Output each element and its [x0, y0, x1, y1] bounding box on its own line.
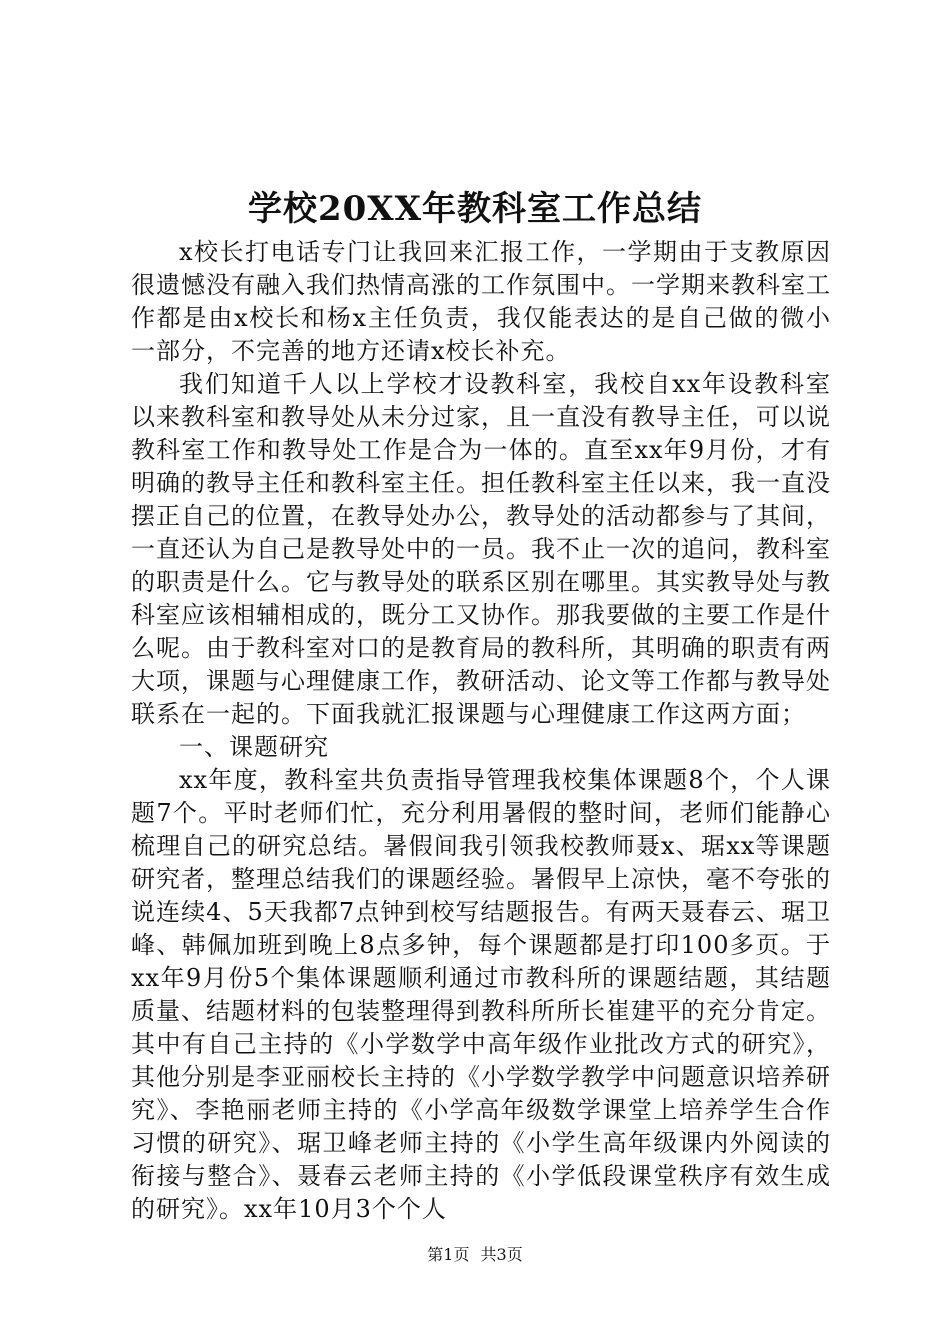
section-heading-research: 一、课题研究 [179, 733, 329, 761]
paragraph-background: 我们知道千人以上学校才设教科室，我校自xx年设教科室以来教科室和教导处从未分过家，且一直没有教导主任，可以说教科室工作和教导处工作是合为一体的。直至xx年9月份，才有明确的教导主任和教科室主任。担任教科室主任以来，我一直没摆正自己的位置，在教导处办公，教导处的活动都参与了其间，一直还认为自己是教导处中的一员。我不止一次的追问，教科室的职责是什么。它与教导处的联系区别在哪里。其实教导处与教科室应该相辅相成的，既分工又协作。那我要做的主要工作是什么呢。由于教科室对口的是教育局的教科所，其明确的职责有两大项，课题与心理健康工作，教研活动、论文等工作都与教导处联系在一起的。下面我就汇报课题与心理健康工作这两方面； [131, 370, 831, 728]
paragraph-intro: x校长打电话专门让我回来汇报工作，一学期由于支教原因很遗憾没有融入我们热情高涨的工作氛围中。一学期来教科室工作都是由x校长和杨x主任负责，我仅能表达的是自己做的微小一部分，不完善的地方还请x校长补充。 [131, 238, 831, 365]
page-footer: 第1页 共3页 [427, 1245, 523, 1264]
document-title: 学校20XX年教科室工作总结 [247, 189, 703, 229]
document-body [131, 236, 831, 1226]
paragraph-research: xx年度，教科室共负责指导管理我校集体课题8个，个人课题7个。平时老师们忙，充分利用暑假的整时间，老师们能静心梳理自己的研究总结。暑假间我引领我校教师聂x、琚xx等课题研究者，整理总结我们的课题经验。暑假早上凉快，毫不夸张的说连续4、5天我都7点钟到校写结题报告。有两天聂春云、琚卫峰、韩佩加班到晚上8点多钟，每个课题都是打印100多页。于xx年9月份5个集体课题顺利通过市教科所的课题结题，其结题质量、结题材料的包装整理得到教科所所长崔建平的充分肯定。其中有自己主持的《小学数学中高年级作业批改方式的研究》，其他分别是李亚丽校长主持的《小学数学教学中问题意识培养研究》、李艳丽老师主持的《小学高年级数学课堂上培养学生合作习惯的研究》、琚卫峰老师主持的《小学生高年级课内外阅读的衔接与整合》、聂春云老师主持的《小学低段课堂秩序有效生成的研究》。xx年10月3个个人 [131, 766, 831, 1223]
